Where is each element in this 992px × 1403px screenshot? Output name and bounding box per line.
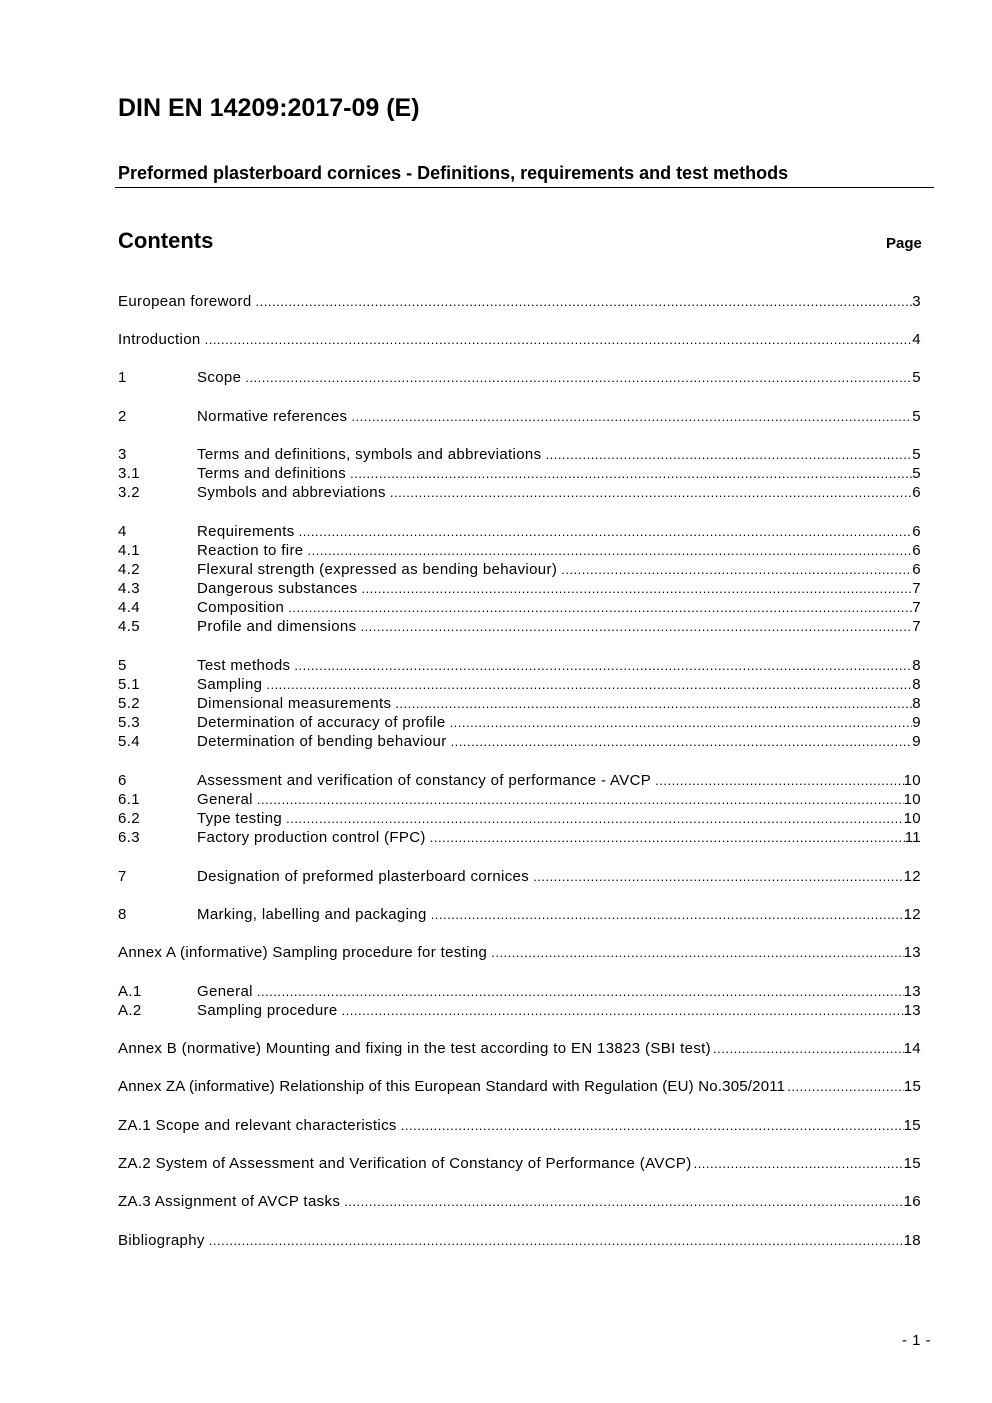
toc-entry[interactable]	[118, 1001, 921, 1020]
toc-entry-page: 7	[912, 618, 921, 635]
toc-dot-leader	[307, 541, 912, 560]
toc-entry-title: Reaction to fire	[197, 542, 304, 559]
toc-entry-page: 4	[912, 331, 921, 348]
toc-dot-leader	[450, 713, 913, 732]
toc-dot-leader	[431, 905, 904, 924]
toc-entry-number: 5.3	[118, 714, 140, 731]
toc-entry-title: General	[197, 791, 253, 808]
toc-entry[interactable]	[118, 867, 921, 886]
toc-dot-leader	[787, 1077, 904, 1096]
toc-entry-number: A.2	[118, 1002, 142, 1019]
toc-dot-leader	[545, 445, 912, 464]
toc-entry[interactable]	[118, 1231, 921, 1250]
toc-entry-page: 16	[903, 1193, 921, 1210]
toc-entry-number: 4.1	[118, 542, 140, 559]
toc-dot-leader	[205, 330, 913, 349]
toc-dot-leader	[209, 1231, 904, 1250]
toc-entry[interactable]	[118, 771, 921, 790]
toc-entry[interactable]	[118, 483, 921, 502]
toc-entry-page: 13	[903, 983, 921, 1000]
toc-entry-page: 6	[912, 484, 921, 501]
toc-dot-leader	[257, 982, 904, 1001]
toc-entry[interactable]	[118, 464, 921, 483]
toc-dot-leader	[344, 1192, 903, 1211]
toc-entry[interactable]	[118, 598, 921, 617]
toc-entry[interactable]	[118, 694, 921, 713]
toc-entry-title: Designation of preformed plasterboard cornices	[197, 868, 530, 885]
toc-entry-title: Scope	[197, 369, 242, 386]
toc-entry-page: 5	[912, 369, 921, 386]
toc-entry[interactable]	[118, 1039, 921, 1058]
toc-entry-title: Sampling	[197, 676, 263, 693]
toc-entry-title: Composition	[197, 599, 285, 616]
toc-entry-title: Dimensional measurements	[197, 695, 392, 712]
toc-entry-title: Annex ZA (informative) Relationship of this European Standard with Regulation (EU) No.305/2011	[118, 1078, 786, 1095]
toc-entry-page: 15	[903, 1117, 921, 1134]
toc-entry-page: 15	[903, 1155, 921, 1172]
toc-entry[interactable]	[118, 943, 921, 962]
toc-entry-title: Normative references	[197, 408, 348, 425]
toc-entry[interactable]	[118, 1192, 921, 1211]
toc-entry-page: 6	[912, 561, 921, 578]
toc-entry-page: 14	[903, 1040, 921, 1057]
toc-dot-leader	[655, 771, 903, 790]
toc-entry-number: 4.5	[118, 618, 140, 635]
toc-entry-page: 5	[912, 408, 921, 425]
footer-page-number: - 1 -	[902, 1332, 932, 1349]
toc-entry-title: Factory production control (FPC)	[197, 829, 426, 846]
toc-entry-number: 4	[118, 523, 127, 540]
toc-entry-number: 6	[118, 772, 127, 789]
toc-dot-leader	[342, 1001, 904, 1020]
toc-entry[interactable]	[118, 445, 921, 464]
toc-entry[interactable]	[118, 617, 921, 636]
toc-entry[interactable]	[118, 675, 921, 694]
toc-entry-page: 6	[912, 542, 921, 559]
toc-entry-title: ZA.1 Scope and relevant characteristics	[118, 1117, 397, 1134]
toc-dot-leader	[299, 522, 913, 541]
toc-entry-page: 5	[912, 446, 921, 463]
toc-entry[interactable]	[118, 1077, 921, 1096]
toc-entry-page: 18	[903, 1232, 921, 1249]
toc-dot-leader	[491, 943, 903, 962]
toc-entry-number: A.1	[118, 983, 142, 1000]
toc-entry-number: 5.1	[118, 676, 140, 693]
toc-entry[interactable]	[118, 560, 921, 579]
toc-dot-leader	[266, 675, 912, 694]
toc-entry-title: Terms and definitions, symbols and abbreviations	[197, 446, 542, 463]
toc-entry-title: Profile and dimensions	[197, 618, 357, 635]
toc-entry-title: Assessment and verification of constancy of performance - AVCP	[197, 772, 652, 789]
toc-entry-title: Sampling procedure	[197, 1002, 338, 1019]
toc-entry-title: Bibliography	[118, 1232, 205, 1249]
toc-entry-title: Dangerous substances	[197, 580, 358, 597]
toc-entry-title: Determination of accuracy of profile	[197, 714, 446, 731]
toc-entry-page: 13	[903, 944, 921, 961]
toc-entry[interactable]	[118, 809, 921, 828]
toc-dot-leader	[257, 790, 904, 809]
toc-entry-number: 4.4	[118, 599, 140, 616]
contents-heading: Contents	[118, 228, 214, 253]
toc-dot-leader	[286, 809, 904, 828]
toc-entry-page: 7	[912, 580, 921, 597]
toc-entry[interactable]	[118, 579, 921, 598]
toc-dot-leader	[395, 694, 912, 713]
document-subtitle: Preformed plasterboard cornices - Definitions, requirements and test methods	[118, 163, 789, 183]
toc-entry-title: Marking, labelling and packaging	[197, 906, 427, 923]
toc-entry-number: 7	[118, 868, 127, 885]
toc-dot-leader	[713, 1039, 904, 1058]
toc-dot-leader	[351, 407, 912, 426]
toc-entry-number: 2	[118, 408, 127, 425]
toc-dot-leader	[294, 656, 912, 675]
toc-entry-title: Introduction	[118, 331, 201, 348]
toc-entry-title: ZA.2 System of Assessment and Verification of Constancy of Performance (AVCP)	[118, 1155, 692, 1172]
toc-entry[interactable]	[118, 905, 921, 924]
toc-entry-title: Determination of bending behaviour	[197, 733, 447, 750]
toc-dot-leader	[361, 579, 912, 598]
toc-entry-page: 12	[903, 906, 921, 923]
toc-entry[interactable]	[118, 982, 921, 1001]
toc-entry-page: 3	[912, 293, 921, 310]
toc-entry-title: Annex A (informative) Sampling procedure for testing	[118, 944, 488, 961]
toc-entry-number: 3.1	[118, 465, 140, 482]
toc-entry-page: 9	[912, 714, 921, 731]
toc-entry-title: European foreword	[118, 293, 252, 310]
toc-entry-number: 3.2	[118, 484, 140, 501]
toc-entry-title: Flexural strength (expressed as bending behaviour)	[197, 561, 558, 578]
toc-entry-number: 6.1	[118, 791, 140, 808]
toc-entry[interactable]	[118, 732, 921, 751]
toc-entry-number: 4.3	[118, 580, 140, 597]
toc-dot-leader	[350, 464, 912, 483]
toc-entry-page: 15	[903, 1078, 921, 1095]
toc-entry-page: 12	[903, 868, 921, 885]
toc-dot-leader	[533, 867, 904, 886]
toc-dot-leader	[390, 483, 912, 502]
toc-entry-page: 5	[912, 465, 921, 482]
toc-entry-title: Terms and definitions	[197, 465, 347, 482]
toc-entry[interactable]	[118, 330, 921, 349]
document-code: DIN EN 14209:2017-09 (E)	[118, 94, 420, 122]
toc-dot-leader	[430, 828, 905, 847]
toc-entry[interactable]	[118, 828, 921, 847]
toc-entry-number: 5.4	[118, 733, 140, 750]
toc-dot-leader	[245, 368, 912, 387]
toc-entry-number: 6.3	[118, 829, 140, 846]
toc-entry-page: 6	[912, 523, 921, 540]
toc-entry-title: Test methods	[197, 657, 291, 674]
toc-entry[interactable]	[118, 292, 921, 311]
toc-dot-leader	[256, 292, 913, 311]
toc-entry-number: 1	[118, 369, 127, 386]
toc-entry-page: 7	[912, 599, 921, 616]
toc-entry[interactable]	[118, 541, 921, 560]
toc-entry-number: 3	[118, 446, 127, 463]
toc-entry-title: Type testing	[197, 810, 283, 827]
toc-entry-number: 4.2	[118, 561, 140, 578]
toc-entry[interactable]	[118, 522, 921, 541]
toc-dot-leader	[561, 560, 912, 579]
toc-entry-page: 13	[903, 1002, 921, 1019]
toc-entry-number: 5	[118, 657, 127, 674]
toc-entry-title: General	[197, 983, 253, 1000]
toc-entry-page: 8	[912, 695, 921, 712]
page-column-heading: Page	[886, 235, 922, 252]
toc-dot-leader	[451, 732, 913, 751]
toc-entry[interactable]	[118, 713, 921, 732]
toc-entry-page: 10	[903, 791, 921, 808]
toc-entry-title: ZA.3 Assignment of AVCP tasks	[118, 1193, 341, 1210]
toc-entry-page: 10	[903, 772, 921, 789]
toc-entry-title: Annex B (normative) Mounting and fixing in the test according to EN 13823 (SBI test)	[118, 1040, 712, 1057]
toc-entry-title: Symbols and abbreviations	[197, 484, 386, 501]
toc-dot-leader	[288, 598, 912, 617]
title-divider	[115, 187, 934, 188]
toc-entry-page: 9	[912, 733, 921, 750]
toc-dot-leader	[694, 1154, 904, 1173]
toc-entry-number: 8	[118, 906, 127, 923]
toc-entry[interactable]	[118, 407, 921, 426]
toc-entry-page: 11	[904, 829, 921, 846]
toc-entry-number: 6.2	[118, 810, 140, 827]
toc-entry-number: 5.2	[118, 695, 140, 712]
toc-entry[interactable]	[118, 368, 921, 387]
toc-entry-page: 8	[912, 676, 921, 693]
toc-entry[interactable]	[118, 790, 921, 809]
toc-dot-leader	[360, 617, 912, 636]
toc-entry-title: Requirements	[197, 523, 295, 540]
toc-dot-leader	[401, 1116, 904, 1135]
toc-entry[interactable]	[118, 1116, 921, 1135]
toc-entry-page: 8	[912, 657, 921, 674]
toc-entry[interactable]	[118, 656, 921, 675]
toc-entry-page: 10	[903, 810, 921, 827]
toc-entry[interactable]	[118, 1154, 921, 1173]
